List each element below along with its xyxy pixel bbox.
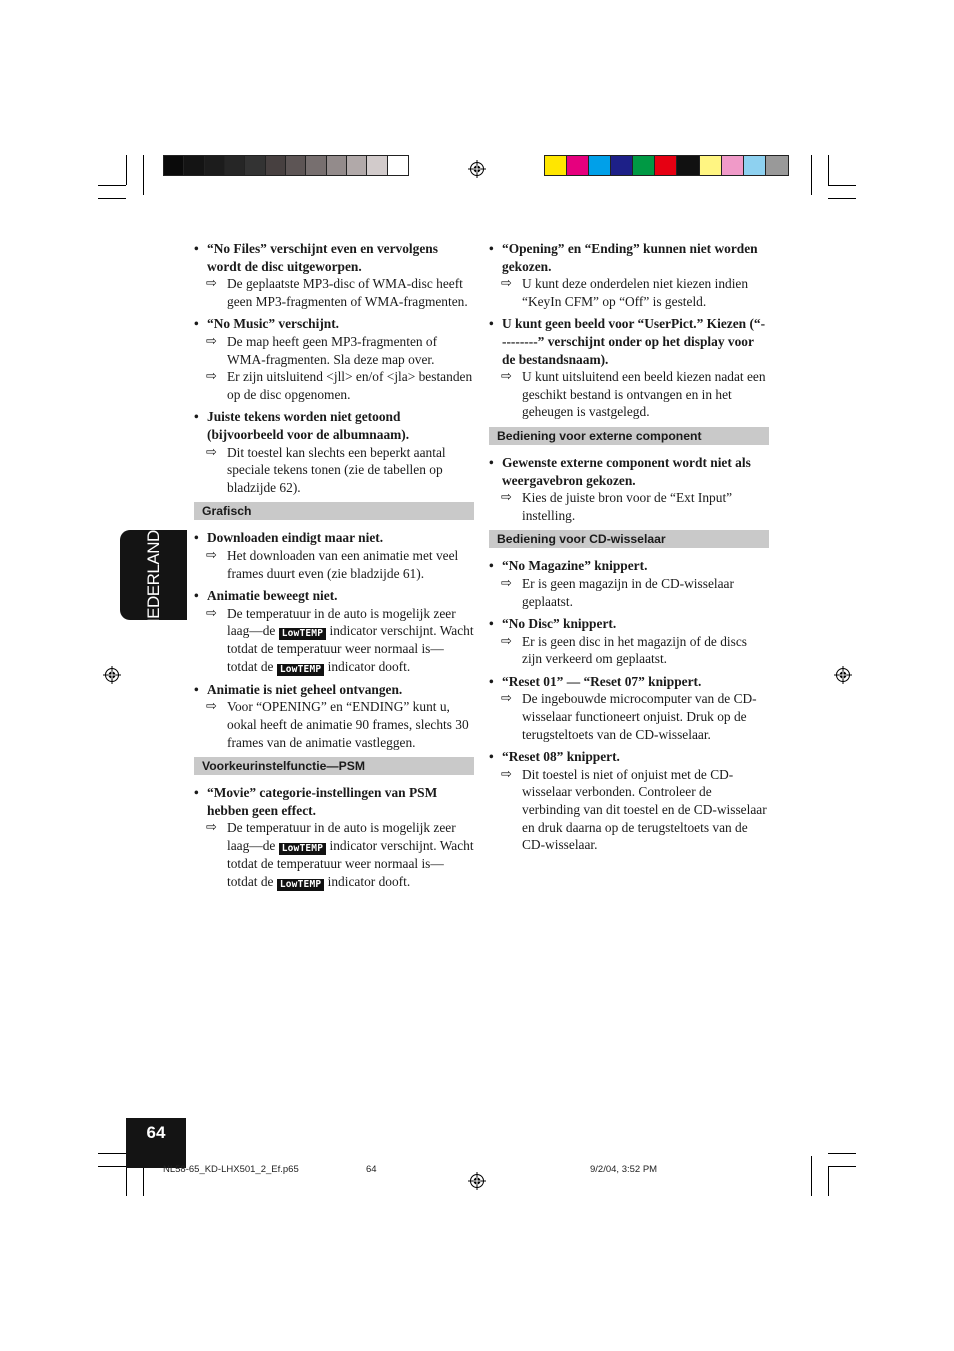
color-swatch [677, 156, 699, 175]
remedy-text: ⇨ U kunt uitsluitend een beeld kiezen nadat een geschikt bestand is ontvangen en in het geheugen is vastgelegd. [501, 369, 766, 420]
color-swatch [545, 156, 567, 175]
color-swatch [589, 156, 611, 175]
crop-mark [828, 1166, 829, 1196]
remedy-text: ⇨ De map heeft geen MP3-fragmenten of WMA-fragmenten. Sla deze map over. [206, 333, 438, 367]
lowtemp-indicator-icon: LowTEMP [277, 879, 324, 891]
language-side-tab [120, 519, 187, 631]
lowtemp-indicator-icon: LowTEMP [277, 664, 324, 676]
list-item [489, 748, 769, 854]
arrow-right-icon: ⇨ [206, 820, 217, 836]
color-swatch [722, 156, 744, 175]
remedy-text: ⇨ Voor “OPENING” en “ENDING” kunt u, ookal heeft de animatie 90 frames, slechts 30 frames van de animatie vastleggen. [206, 699, 469, 750]
color-swatch [245, 156, 265, 175]
color-swatch [225, 156, 245, 175]
list-item [489, 240, 769, 310]
list-item [194, 529, 474, 582]
color-swatch [567, 156, 589, 175]
registration-mark-icon [468, 160, 486, 178]
crop-mark [126, 155, 127, 185]
footer-date: 9/2/04, 3:52 PM [590, 1164, 658, 1175]
remedy-text: ⇨ De ingebouwde microcomputer van de CD-wisselaar functioneert onjuist. Druk op de terugsteltoets van de CD-wisselaar. [501, 691, 757, 742]
list-item [489, 454, 769, 524]
remedy-text: ⇨ De temperatuur in de auto is mogelijk zeer laag—de LowTEMP indicator verschijnt. Wacht totdat de temperatuur weer normaal is—totdat de LowTEMP indicator dooft. [206, 820, 474, 890]
footer-page: 64 [366, 1164, 377, 1175]
color-swatch [184, 156, 204, 175]
color-swatch [286, 156, 306, 175]
list-item [194, 784, 474, 890]
arrow-right-icon: ⇨ [206, 547, 217, 563]
remedy-text: ⇨ Er zijn uitsluitend <jll> en/of <jla> bestanden op de disc opgenomen. [206, 369, 473, 402]
arrow-right-icon: ⇨ [501, 766, 512, 782]
section-heading-grafisch: Grafisch [194, 502, 474, 520]
symptom-text: • Animatie beweegt niet. [194, 587, 474, 605]
list-item [194, 240, 474, 310]
color-swatch [744, 156, 766, 175]
crop-mark [811, 1156, 812, 1196]
arrow-right-icon: ⇨ [501, 691, 512, 707]
symptom-text: • “Opening” en “Ending” kunnen niet worden gekozen. [489, 240, 769, 275]
crop-mark [98, 185, 126, 186]
registration-mark-icon [834, 666, 852, 684]
crop-mark [98, 1166, 126, 1167]
arrow-right-icon: ⇨ [206, 333, 217, 349]
list-item [194, 315, 474, 403]
symptom-text: • Juiste tekens worden niet getoond (bijvoorbeeld voor de albumnaam). [194, 408, 474, 443]
color-swatch [347, 156, 367, 175]
color-swatch [700, 156, 722, 175]
list-item [489, 673, 769, 743]
list-item [489, 615, 769, 668]
remedy-text: ⇨ De temperatuur in de auto is mogelijk zeer laag—de LowTEMP indicator verschijnt. Wacht totdat de temperatuur weer normaal is—totdat de LowTEMP indicator dooft. [206, 605, 474, 675]
lowtemp-indicator-icon: LowTEMP [279, 843, 326, 855]
list-item [489, 557, 769, 610]
list-item [194, 587, 474, 676]
crop-mark [98, 198, 126, 199]
symptom-text: • Gewenste externe component wordt niet als weergavebron gekozen. [489, 454, 769, 489]
remedy-text: ⇨ Er is geen disc in het magazijn of de discs zijn verkeerd om geplaatst. [501, 633, 747, 667]
arrow-right-icon: ⇨ [501, 575, 512, 591]
symptom-text: • “Reset 01” — “Reset 07” knippert. [489, 673, 769, 691]
color-swatch [205, 156, 225, 175]
arrow-right-icon: ⇨ [501, 490, 512, 506]
color-swatch [327, 156, 347, 175]
remedy-text: ⇨ Er is geen magazijn in de CD-wisselaar geplaatst. [501, 575, 734, 609]
grayscale-color-bar [163, 155, 409, 176]
crop-mark [811, 155, 812, 195]
lowtemp-indicator-icon: LowTEMP [279, 628, 326, 640]
symptom-text: • Animatie is niet geheel ontvangen. [194, 681, 474, 699]
arrow-right-icon: ⇨ [206, 369, 217, 385]
crop-mark [828, 155, 829, 185]
color-swatch [633, 156, 655, 175]
left-column [194, 240, 474, 896]
arrow-right-icon: ⇨ [206, 699, 217, 715]
color-swatch [388, 156, 408, 175]
troubleshooting-list [194, 240, 474, 496]
registration-mark-icon [103, 666, 121, 684]
crop-mark [828, 185, 856, 186]
symptom-text: • “No Magazine” knippert. [489, 557, 769, 575]
troubleshooting-list [489, 557, 769, 854]
arrow-right-icon: ⇨ [501, 633, 512, 649]
registration-mark-icon [468, 1172, 486, 1190]
crop-mark [828, 198, 856, 199]
symptom-text: • “No Music” verschijnt. [194, 315, 474, 333]
troubleshooting-list [489, 454, 769, 524]
remedy-text: ⇨ Kies de juiste bron voor de “Ext Input” instelling. [501, 490, 733, 523]
section-heading-cd-changer: Bediening voor CD-wisselaar [489, 530, 769, 548]
arrow-right-icon: ⇨ [501, 276, 512, 292]
crop-mark [828, 1166, 856, 1167]
remedy-text: ⇨ Dit toestel kan slechts een beperkt aantal speciale tekens tonen (zie de tabellen op bladzijde 62). [206, 444, 446, 495]
arrow-right-icon: ⇨ [206, 444, 217, 460]
crop-mark [98, 1153, 126, 1154]
arrow-right-icon: ⇨ [206, 605, 217, 621]
page-number: 64 [126, 1118, 186, 1168]
symptom-text: • “Movie” categorie-instellingen van PSM hebben geen effect. [194, 784, 474, 819]
arrow-right-icon: ⇨ [206, 276, 217, 292]
color-swatch [367, 156, 387, 175]
color-swatch [164, 156, 184, 175]
crop-mark [828, 1153, 856, 1154]
footer-file-name: NL58-65_KD-LHX501_2_Ef.p65 [163, 1164, 299, 1175]
color-swatch [611, 156, 633, 175]
remedy-text: ⇨ Dit toestel is niet of onjuist met de CD-wisselaar verbonden. Controleer de verbinding van dit toestel en de CD-wisselaar en druk daarna op de terugsteltoets van de CD-wisselaar. [501, 766, 767, 853]
crop-mark [143, 155, 144, 195]
right-column [489, 240, 769, 859]
remedy-text: ⇨ De geplaatste MP3-disc of WMA-disc heeft geen MP3-fragmenten of WMA-fragmenten. [206, 276, 468, 309]
symptom-text: • Downloaden eindigt maar niet. [194, 529, 474, 547]
list-item [194, 681, 474, 751]
process-color-bar [544, 155, 789, 176]
arrow-right-icon: ⇨ [501, 369, 512, 385]
symptom-text: • “Reset 08” knippert. [489, 748, 769, 766]
color-swatch [766, 156, 788, 175]
remedy-text: ⇨ Het downloaden van een animatie met veel frames duurt even (zie bladzijde 61). [206, 547, 459, 581]
remedy-text: ⇨ U kunt deze onderdelen niet kiezen indien “KeyIn CFM” op “Off” is gesteld. [501, 276, 749, 309]
color-swatch [655, 156, 677, 175]
color-swatch [306, 156, 326, 175]
symptom-text: • “No Disc” knippert. [489, 615, 769, 633]
language-label: NEDERLANDS [143, 519, 163, 631]
troubleshooting-list [489, 240, 769, 421]
list-item [194, 408, 474, 496]
section-heading-external: Bediening voor externe component [489, 427, 769, 445]
section-heading-psm: Voorkeurinstelfunctie—PSM [194, 757, 474, 775]
list-item [489, 315, 769, 421]
color-swatch [266, 156, 286, 175]
symptom-text: • “No Files” verschijnt even en vervolgens wordt de disc uitgeworpen. [194, 240, 474, 275]
crop-mark [126, 1166, 127, 1196]
symptom-text: • U kunt geen beeld voor “UserPict.” Kiezen (“---------” verschijnt onder op het display voor de bestandsnaam). [489, 315, 769, 368]
